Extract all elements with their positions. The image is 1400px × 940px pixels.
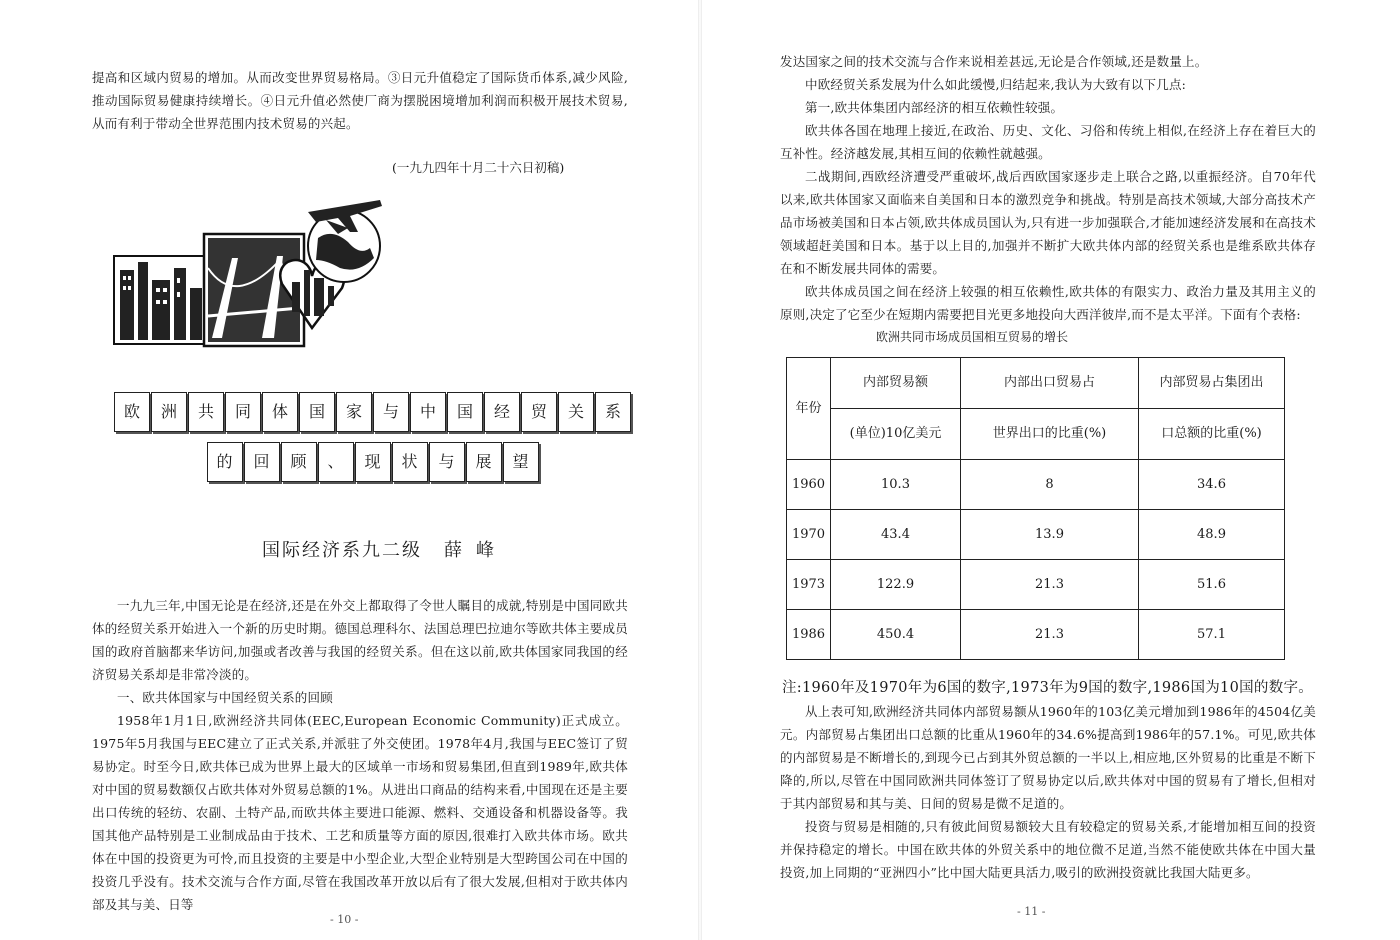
cell-group-share: 51.6: [1139, 560, 1285, 610]
table-caption: 欧洲共同市场成员国相互贸易的增长: [876, 330, 1069, 344]
intro-paragraph: 提高和区域内贸易的增加。从而改变世界贸易格局。③日元升值稳定了国际货币体系,减少风险,推动国际贸易健康持续增长。④日元升值必然使厂商为摆脱困境增加利润而积极开展技术贸易,从而有利于带动全世界范围内技术贸易的兴起。: [92, 70, 628, 131]
title-char: 顾: [281, 442, 317, 482]
cell-export-share: 21.3: [961, 560, 1139, 610]
title-char: 经: [484, 392, 520, 432]
cell-group-share: 57.1: [1139, 610, 1285, 660]
page-number: - 10 -: [330, 913, 359, 926]
right-bottom-text: [780, 700, 1316, 884]
header-group-line2: 口总额的比重(%): [1139, 409, 1285, 460]
title-char: 体: [262, 392, 298, 432]
title-char: 望: [503, 442, 539, 482]
body-paragraph: 1958年1月1日,欧洲经济共同体(EEC,European Economic Community)正式成立。1975年5月我国与EEC建立了正式关系,并派驻了外交使团。1978年4月,我国与EEC签订了贸易协定。时至今日,欧共体已成为世界上最大的区域单一市场和贸易集团,但直到1989年,欧共体对中国的贸易数额仅占欧共体对外贸易总额的1%。从进出口商品的结构来看,中国现在还是主要出口传统的轻纺、农副、土特产品,而欧共体主要进口能源、燃料、交通设备和机器设备等。我国其他产品特别是工业制成品由于技术、工艺和质量等方面的原因,很难打入欧共体市场。欧共体在中国的投资更为可怜,而且投资的主要是中小型企业,大型企业特别是大型跨国公司在中国的投资几乎没有。技术交流与合作方面,尽管在我国改革开放以后有了很大发展,但相对于欧共体内部及其与美、日等: [92, 713, 628, 912]
body-paragraph: 欧共体成员国之间在经济上较强的相互依赖性,欧共体的有限实力、政治力量及其用主义的原则,决定了它至少在短期内需要把目光更多地投向大西洋彼岸,而不是太平洋。下面有个表格:: [780, 284, 1316, 322]
cell-year: 1986: [787, 610, 831, 660]
cell-group-share: 34.6: [1139, 460, 1285, 510]
decorative-illustration: [112, 198, 390, 350]
title-char: 状: [392, 442, 428, 482]
title-char: 共: [188, 392, 224, 432]
cell-year: 1970: [787, 510, 831, 560]
author-line: [262, 536, 508, 562]
header-trade-line1: 内部贸易额: [831, 358, 961, 409]
title-char: 关: [558, 392, 594, 432]
title-char: 家: [336, 392, 372, 432]
body-paragraph: 二战期间,西欧经济遭受严重破坏,战后西欧国家逐步走上联合之路,以重振经济。自70年代以来,欧共体国家又面临来自美国和日本的激烈竞争和挑战。特别是高技术领域,大部分高技术产品市场被美国和日本占领,欧共体成员国认为,只有进一步加强联合,才能加速经济发展和在高技术领域超赶美国和日本。基于以上目的,加强并不断扩大欧共体内部的经贸关系也是维系欧共体存在和不断发展共同体的需要。: [780, 169, 1316, 276]
title-char: 现: [355, 442, 391, 482]
title-char: 的: [207, 442, 243, 482]
title-char: 回: [244, 442, 280, 482]
body-paragraph: 欧共体各国在地理上接近,在政治、历史、文化、习俗和传统上相似,在经济上存在着巨大的互补性。经济越发展,其相互间的依赖性就越强。: [780, 123, 1316, 161]
header-year: 年份: [787, 358, 831, 460]
cell-group-share: 48.9: [1139, 510, 1285, 560]
cell-export-share: 13.9: [961, 510, 1139, 560]
title-line-2: [112, 442, 632, 482]
title-char: 展: [466, 442, 502, 482]
title-char: 洲: [151, 392, 187, 432]
title-char: 与: [373, 392, 409, 432]
title-char: 、: [318, 442, 354, 482]
author-name: 薛峰: [444, 540, 508, 561]
body-paragraph: 中欧经贸关系发展为什么如此缓慢,归结起来,我认为大致有以下几点:: [805, 77, 1187, 92]
header-group-line1: 内部贸易占集团出: [1139, 358, 1285, 409]
cell-export-share: 21.3: [961, 610, 1139, 660]
title-line-1: [112, 392, 632, 432]
table-note: 注:1960年及1970年为6国的数字,1973年为9国的数字,1986国为10国的数字。: [782, 680, 1314, 696]
section-heading: 一、欧共体国家与中国经贸关系的回顾: [117, 690, 333, 705]
right-bottom-wrap: [700, 0, 1400, 940]
cell-trade: 450.4: [831, 610, 961, 660]
cell-year: 1973: [787, 560, 831, 610]
body-paragraph: 一九九三年,中国无论是在经济,还是在外交上都取得了令世人瞩目的成就,特别是中国同欧共体的经贸关系开始进入一个新的历史时期。德国总理科尔、法国总理巴拉迪尔等欧共体主要成员国的政府首脑都来华访问,加强或者改善与我国的经贸关系。但在这以前,欧共体国家同我国的经济贸易关系却是非常冷淡的。: [92, 598, 628, 682]
body-paragraph: 发达国家之间的技术交流与合作来说相差甚远,无论是合作领域,还是数量上。: [780, 54, 1208, 69]
article-title: [112, 392, 632, 492]
body-paragraph: 从上表可知,欧洲经济共同体内部贸易额从1960年的103亿美元增加到1986年的4504亿美元。内部贸易占集团出口总额的比重从1960年的34.6%提高到1986年的57.1%。可见,欧共体的内部贸易是不断增长的,到现今已占到其外贸总额的一半以上,相应地,区外贸易的比重是不断下降的,所以,尽管在中国同欧洲共同体签订了贸易协定以后,欧共体对中国的贸易有了增长,但相对于其内部贸易和其与美、日间的贸易是微不足道的。: [780, 704, 1316, 811]
left-body-text: [92, 594, 628, 916]
title-char: 同: [225, 392, 261, 432]
page-number: - 11 -: [1017, 905, 1046, 918]
title-char: 国: [299, 392, 335, 432]
author-department: 国际经济系九二级: [262, 540, 422, 561]
date-note: (一九九四年十月二十六日初稿): [392, 160, 565, 175]
body-paragraph: 投资与贸易是相随的,只有彼此间贸易额较大且有较稳定的贸易关系,才能增加相互间的投资并保持稳定的增长。中国在欧共体的外贸关系中的地位微不足道,当然不能使欧共体在中国大量投资,加上同期的“亚洲四小”比中国大陆更具活力,吸引的欧洲投资就比我国大陆更多。: [780, 819, 1316, 880]
title-char: 国: [447, 392, 483, 432]
title-char: 与: [429, 442, 465, 482]
cell-trade: 122.9: [831, 560, 961, 610]
cell-trade: 43.4: [831, 510, 961, 560]
cell-export-share: 8: [961, 460, 1139, 510]
header-export-line1: 内部出口贸易占: [961, 358, 1139, 409]
header-trade-line2: (单位)10亿美元: [831, 409, 961, 460]
title-char: 贸: [521, 392, 557, 432]
cell-year: 1960: [787, 460, 831, 510]
title-char: 中: [410, 392, 446, 432]
header-export-line2: 世界出口的比重(%): [961, 409, 1139, 460]
title-char: 欧: [114, 392, 150, 432]
title-char: 系: [595, 392, 631, 432]
cell-trade: 10.3: [831, 460, 961, 510]
section-point: 第一,欧共体集团内部经济的相互依赖性较强。: [805, 100, 1064, 115]
